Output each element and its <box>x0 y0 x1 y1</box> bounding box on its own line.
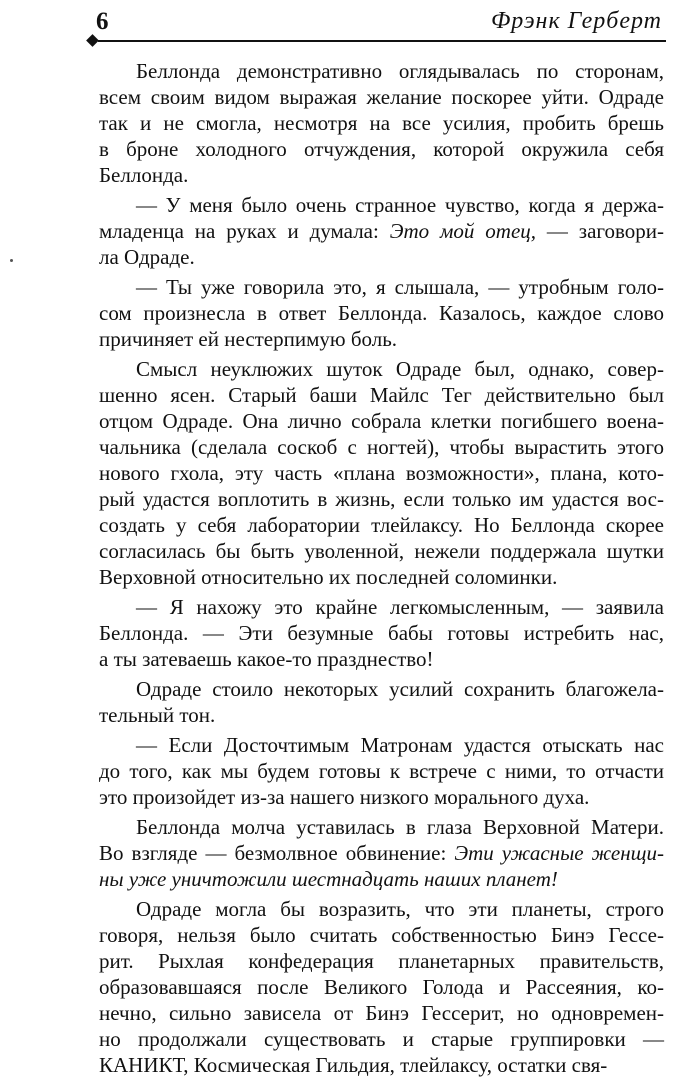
text-line <box>99 244 664 270</box>
text-segment: младенца на руках и думала: <box>99 219 390 243</box>
text-line <box>99 538 664 564</box>
text-line <box>99 512 664 538</box>
text-segment: а ты затеваешь какое-то празднество! <box>99 647 434 671</box>
text-segment: Верховной относительно их последней соломинки. <box>99 565 558 589</box>
text-line <box>99 922 664 948</box>
text-line <box>99 758 664 784</box>
page-number: 6 <box>96 8 109 35</box>
paragraph <box>99 356 664 590</box>
paragraph <box>99 192 664 270</box>
text-line <box>99 620 664 646</box>
text-segment: рый удастся воплотить в жизнь, если только им удастся вос- <box>99 487 664 511</box>
text-segment: Во взгляде — безмолвное обвинение: <box>99 841 455 865</box>
text-line <box>99 896 664 922</box>
text-line <box>99 840 664 866</box>
text-line <box>99 732 664 758</box>
italic-text: Эти ужасные женщи- <box>454 841 664 865</box>
text-line <box>99 646 664 672</box>
text-line <box>99 110 664 136</box>
italic-text: Это мой отец, <box>389 219 537 243</box>
text-line <box>99 1026 664 1052</box>
text-line <box>99 1052 664 1078</box>
text-segment: в броне холодного отчуждения, которой окружила себя <box>99 137 664 161</box>
text-segment: ла Одраде. <box>99 245 195 269</box>
text-line <box>99 702 664 728</box>
text-segment: — заговори- <box>536 219 664 243</box>
text-segment: — Я нахожу это крайне легкомысленным, — заявила <box>136 595 664 619</box>
text-line <box>99 300 664 326</box>
text-segment: всем своим видом выражая желание поскорее уйти. Одраде <box>99 85 664 109</box>
text-segment: чальника (сделала соскоб с ногтей), чтобы вырастить этого <box>99 435 664 459</box>
text-line <box>99 84 664 110</box>
text-line <box>99 866 664 892</box>
text-segment: согласилась бы быть уволенной, нежели поддержала шутки <box>99 539 664 563</box>
paragraph <box>99 676 664 728</box>
text-segment: тельный тон. <box>99 703 216 727</box>
text-segment: Беллонда. <box>99 163 189 187</box>
text-line <box>99 594 664 620</box>
text-segment: КАНИКТ, Космическая Гильдия, тлейлаксу, остатки свя- <box>99 1053 608 1077</box>
text-line <box>99 1000 664 1026</box>
text-segment: создать у себя лаборатории тлейлаксу. Но Беллонда скорее <box>99 513 664 537</box>
text-segment: так и не смогла, несмотря на все усилия, пробить брешь <box>99 111 664 135</box>
text-segment: но продолжали существовать и старые группировки — <box>99 1027 664 1051</box>
text-segment: — Если Досточтимым Матронам удастся отыскать нас <box>136 733 664 757</box>
paragraph <box>99 814 664 892</box>
text-segment: отцом Одраде. Она лично собрала клетки погибшего воена- <box>99 409 664 433</box>
paragraph <box>99 594 664 672</box>
text-line <box>99 162 664 188</box>
text-line <box>99 218 664 244</box>
text-line <box>99 382 664 408</box>
margin-speck <box>10 259 13 262</box>
text-segment: — Ты уже говорила это, я слышала, — утробным голо- <box>136 275 664 299</box>
text-segment: Беллонда демонстративно оглядывалась по сторонам, <box>136 59 664 83</box>
text-segment: сом произнесла в ответ Беллонда. Казалось, каждое слово <box>99 301 664 325</box>
text-segment: Беллонда. — Эти безумные бабы готовы истребить нас, <box>99 621 664 645</box>
text-segment: Одраде могла бы возразить, что эти планеты, строго <box>136 897 664 921</box>
text-line <box>99 564 664 590</box>
page-header <box>0 0 684 44</box>
text-segment: шенно ясен. Старый баши Майлс Тег действительно был <box>99 383 664 407</box>
text-segment: говоря, нельзя было считать собственностью Бинэ Гессе- <box>99 923 664 947</box>
text-line <box>99 486 664 512</box>
italic-text: ны уже уничтожили шестнадцать наших планет! <box>99 867 558 891</box>
text-line <box>99 784 664 810</box>
text-segment: — У меня было очень странное чувство, когда я держа- <box>136 193 664 217</box>
text-line <box>99 948 664 974</box>
text-line <box>99 676 664 702</box>
header-rule-ornament <box>86 34 99 47</box>
paragraph <box>99 732 664 810</box>
text-line <box>99 326 664 352</box>
text-line <box>99 356 664 382</box>
text-line <box>99 136 664 162</box>
text-line <box>99 58 664 84</box>
text-segment: нового гхола, эту часть «плана возможности», плана, кото- <box>99 461 664 485</box>
paragraph <box>99 58 664 188</box>
text-line <box>99 408 664 434</box>
text-segment: образовавшаяся после Великого Голода и Рассеяния, ко- <box>99 975 664 999</box>
text-segment: Беллонда молча уставилась в глаза Верховной Матери. <box>136 815 664 839</box>
text-line <box>99 434 664 460</box>
text-line <box>99 814 664 840</box>
header-rule <box>98 40 666 42</box>
text-line <box>99 974 664 1000</box>
text-line <box>99 192 664 218</box>
text-line <box>99 274 664 300</box>
text-segment: нечно, сильно зависела от Бинэ Гессерит, но одновремен- <box>99 1001 664 1025</box>
text-segment: рит. Рыхлая конфедерация планетарных правительств, <box>99 949 664 973</box>
text-segment: это произойдет из-за нашего низкого морального духа. <box>99 785 590 809</box>
text-segment: до того, как мы будем готовы к встрече с ними, то отчасти <box>99 759 664 783</box>
text-segment: Одраде стоило некоторых усилий сохранить благожела- <box>136 677 664 701</box>
paragraph <box>99 896 664 1078</box>
text-line <box>99 460 664 486</box>
text-segment: причиняет ей нестерпимую боль. <box>99 327 398 351</box>
running-title: Фрэнк Герберт <box>490 8 662 34</box>
text-segment: Смысл неуклюжих шуток Одраде был, однако, совер- <box>136 357 664 381</box>
paragraph <box>99 274 664 352</box>
body-text <box>99 58 664 1078</box>
